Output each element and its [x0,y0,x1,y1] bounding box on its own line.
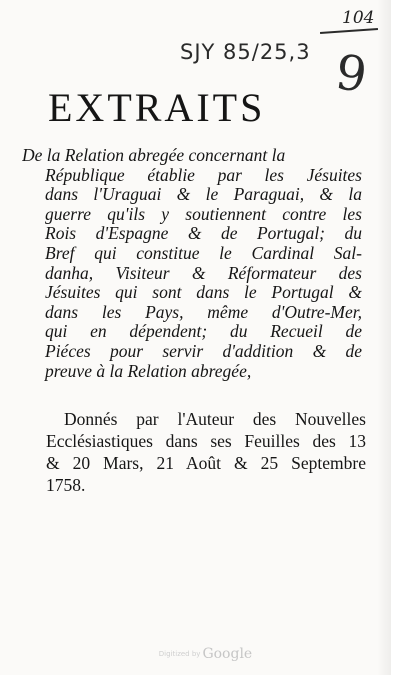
watermark-prefix: Digitized by [158,650,201,658]
watermark-brand: Google [202,646,253,662]
folio-underline [320,28,378,34]
relation-line: De la Relation abregée concernant la [22,146,286,165]
relation-line: Rois d'Espagne & de Portugal; du [45,224,362,244]
relation-line: dans les Pays, même d'Outre-Mer, [45,302,362,322]
folio-number-annotation: 9 [332,44,371,104]
relation-line: Bref qui constitue le Cardinal Sal- [45,243,362,263]
relation-line: République établie par les Jésuites [45,165,362,185]
relation-line: danha, Visiteur & Réformateur des [45,263,362,283]
relation-line: Piéces pour servir d'addition & de [45,341,362,361]
relation-paragraph [22,146,362,381]
relation-line: qui en dépendent; du Recueil de [45,322,362,342]
publication-line: Donnés par l'Auteur des Nouvelles [64,409,366,429]
relation-line: guerre qu'ils y soutiennent contre les [45,204,362,224]
shelfmark-annotation: SJY 85/25,3 [180,40,311,64]
relation-line: Jésuites qui sont dans le Portugal & [45,283,362,303]
publication-line: 1758. [46,475,86,495]
scan-right-margin [391,0,411,675]
relation-line: preuve à la Relation abregée, [45,361,252,381]
relation-line: dans l'Uraguai & le Paraguai, & la [45,185,362,205]
page-title: EXTRAITS [48,85,266,130]
publication-note [46,408,366,496]
publication-line: & 20 Mars, 21 Août & 25 Septembre [46,453,366,473]
digitized-watermark [0,646,391,662]
page-edge-shadow [377,0,391,675]
folio-top-annotation: 104 [342,8,375,28]
publication-line: Ecclésiastiques dans ses Feuilles des 13 [46,431,366,451]
